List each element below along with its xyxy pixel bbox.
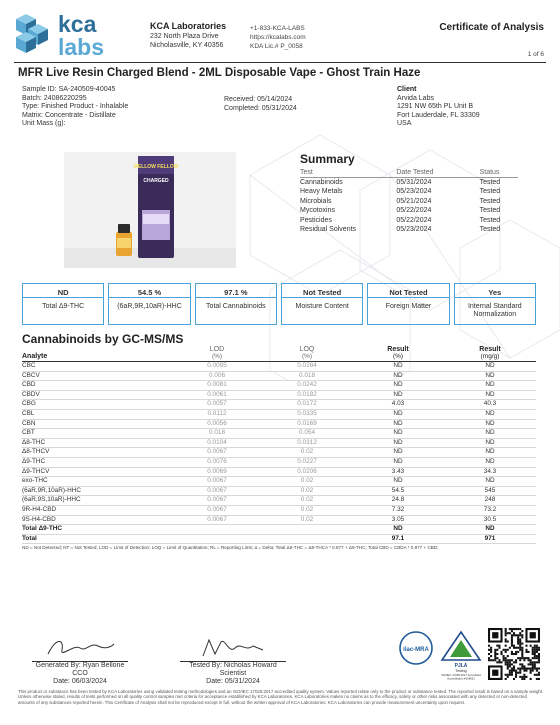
summary-status: Tested: [479, 179, 501, 186]
result-percent: ND: [352, 477, 444, 487]
loq-value: 0.018: [262, 371, 352, 381]
cannabinoid-row: [22, 371, 536, 381]
kca-labs-logo: [14, 10, 134, 58]
result-percent: 4.03: [352, 400, 444, 410]
col-result-mg: Result (mg/g): [444, 346, 536, 362]
summary-col-date: Date Tested: [378, 169, 455, 178]
lod-value: 0.0069: [172, 467, 262, 477]
result-mg-per-g: ND: [444, 371, 536, 381]
summary-col-test: Test: [300, 169, 378, 178]
generated-by-date: Date: 06/03/2024: [53, 678, 107, 686]
summary-row: [300, 197, 518, 206]
client-info: [397, 86, 480, 129]
result-mg-per-g: 248: [444, 496, 536, 506]
sample-type: Type: Finished Product - Inhalable: [22, 103, 129, 111]
cannabinoid-row: [22, 362, 536, 372]
lod-value: [172, 525, 262, 535]
svg-text:ilac-MRA: ilac-MRA: [403, 647, 429, 653]
result-percent: 3.43: [352, 467, 444, 477]
highlight-value: Not Tested: [368, 284, 448, 298]
analyte-name: CBCV: [22, 371, 172, 381]
analyte-name: CBC: [22, 362, 172, 372]
lod-value: 0.0057: [172, 400, 262, 410]
col-loq: LOQ (%): [262, 346, 352, 362]
product-brand-text: MELLOW FELLOW: [133, 164, 179, 170]
summary-test-name: Heavy Metals: [300, 188, 343, 196]
analyte-name: 9R-H4-CBD: [22, 505, 172, 515]
result-percent: ND: [352, 409, 444, 419]
lod-value: 0.006: [172, 371, 262, 381]
svg-text:Accreditation #108651: Accreditation #108651: [447, 676, 475, 680]
analyte-name: (6aR,9S,10aR)-HHC: [22, 496, 172, 506]
summary-date-tested: 05/22/2024: [396, 216, 432, 224]
result-percent: ND: [352, 362, 444, 372]
highlight-label: Internal Standard Normalization: [467, 303, 522, 318]
result-percent: ND: [352, 419, 444, 429]
result-percent: ND: [352, 448, 444, 458]
cannabinoid-row: [22, 400, 536, 410]
summary-date-tested: 05/31/2024: [396, 179, 432, 186]
summary-status: Tested: [479, 188, 501, 196]
pjla-seal: [438, 630, 484, 680]
summary-row: [300, 225, 518, 234]
col-analyte: Analyte: [22, 346, 172, 362]
svg-text:Testing: Testing: [455, 669, 467, 673]
lod-value: 0.0095: [172, 362, 262, 372]
summary-status: Tested: [479, 207, 501, 215]
lod-value: 0.0067: [172, 515, 262, 525]
loq-value: 0.054: [262, 429, 352, 439]
lab-address-line1: 232 North Plaza Drive: [150, 33, 219, 40]
summary-status: Tested: [479, 216, 501, 224]
sample-unit-mass: Unit Mass (g):: [22, 120, 66, 128]
lod-value: 0.018: [172, 429, 262, 439]
result-percent: ND: [352, 381, 444, 391]
lod-value: [172, 534, 262, 544]
loq-value: 0.0284: [262, 362, 352, 372]
summary-test-name: Pesticides: [300, 216, 332, 224]
analyte-name: Δ8-THC: [22, 438, 172, 448]
lod-value: 0.0067: [172, 477, 262, 487]
client-name: Arvida Labs: [397, 94, 434, 102]
analyte-name: CBN: [22, 419, 172, 429]
highlight-hhc: [108, 283, 190, 325]
cannabinoid-row: [22, 496, 536, 506]
result-percent: 24.8: [352, 496, 444, 506]
loq-value: 0.0227: [262, 457, 352, 467]
lod-value: 0.0081: [172, 381, 262, 391]
cannabinoids-title: Cannabinoids by GC-MS/MS: [22, 332, 184, 346]
result-mg-per-g: 34.3: [444, 467, 536, 477]
date-received: Received: 05/14/2024: [224, 96, 293, 103]
summary-title: Summary: [300, 152, 355, 166]
cannabinoid-row: [22, 448, 536, 458]
summary-test-name: Mycotoxins: [300, 207, 336, 215]
summary-date-tested: 05/23/2024: [396, 226, 432, 234]
sample-matrix: Matrix: Concentrate - Distillate: [22, 111, 116, 119]
loq-value: 0.0242: [262, 381, 352, 391]
highlight-label: Foreign Matter: [385, 303, 432, 310]
date-completed: Completed: 05/31/2024: [224, 104, 297, 112]
result-percent: ND: [352, 390, 444, 400]
loq-value: 0.02: [262, 448, 352, 458]
loq-value: 0.02: [262, 486, 352, 496]
result-mg-per-g: ND: [444, 457, 536, 467]
tested-by-date: Date: 05/31/2024: [206, 678, 260, 686]
product-photo: [64, 152, 236, 268]
sample-id: Sample ID: SA-240509-40045: [22, 86, 116, 93]
client-city: Fort Lauderdale, FL 33309: [397, 111, 480, 119]
cannabinoids-footnote: ND = Not Detected; NT = Not Tested; LOD = Limit of Detection; LOQ = Limit of Quantitation; RL = Reporting Limit; Δ = Delta; Total Δ9-THC = Δ9-THCA * 0.877 + Δ9-THC; Total CBD = CBDA * 0.877 + CBD;: [22, 545, 439, 550]
page-number: 1 of 6: [527, 51, 544, 58]
signature-mark: [193, 636, 273, 660]
cannabinoid-row: [22, 457, 536, 467]
loq-value: 0.0335: [262, 409, 352, 419]
loq-value: 0.0172: [262, 400, 352, 410]
disclaimer: This product or substance has been tested by KCA Laboratories using validated testing methodologies and an ISO/IEC 17025:2017 accredited quality system. Values reported relate only to the product or substance tested. The reported result is based on a sample weight. Unless otherwise stated, results of tests performed on all quality control samples met criteria for acceptance established by KCA Laboratories. KCA Laboratories makes no claims as to the efficacy, safety or other risks associated with any detected or non-detected amounts of any substances reported herein. This Certificate of Analysis shall not be reproduced except in full, without the written approval of KCA Laboratories. KCA Laboratories can provide measurement uncertainty upon request.: [18, 689, 544, 705]
highlight-value: ND: [23, 284, 103, 298]
analyte-name: Total Δ9-THC: [22, 525, 172, 535]
cannabinoid-row: [22, 505, 536, 515]
client-country: USA: [397, 120, 412, 128]
summary-date-tested: 05/21/2024: [396, 197, 432, 205]
result-mg-per-g: ND: [444, 409, 536, 419]
lab-name: KCA Laboratories: [150, 21, 227, 31]
highlight-label: Total Δ9-THC: [42, 303, 85, 310]
product-line-text: CHARGED: [143, 178, 169, 184]
highlight-value: Not Tested: [282, 284, 362, 298]
cannabinoids-table: [22, 346, 536, 544]
lod-value: 0.0067: [172, 448, 262, 458]
cannabinoid-total-row: [22, 534, 536, 544]
cannabinoid-row: [22, 381, 536, 391]
result-percent: ND: [352, 429, 444, 439]
result-percent: ND: [352, 438, 444, 448]
cannabinoid-row: [22, 409, 536, 419]
analyte-name: (6aR,9R,10aR)-HHC: [22, 486, 172, 496]
lod-value: 0.0061: [172, 390, 262, 400]
sample-dates: [224, 96, 297, 113]
loq-value: 0.02: [262, 477, 352, 487]
summary-panel: [300, 152, 518, 234]
generated-by-role: CCO: [72, 670, 88, 678]
cannabinoid-row: [22, 429, 536, 439]
analyte-name: CBG: [22, 400, 172, 410]
result-mg-per-g: ND: [444, 429, 536, 439]
summary-row: [300, 216, 518, 225]
sample-batch: Batch: 24086220295: [22, 94, 87, 102]
lab-phone: +1-833-KCA-LABS: [250, 25, 305, 32]
summary-row: [300, 187, 518, 196]
cannabinoid-row: [22, 515, 536, 525]
signature-mark: [40, 636, 120, 660]
col-lod: LOD (%): [172, 346, 262, 362]
svg-text:ISO/IEC 17025:2017 Accredited: ISO/IEC 17025:2017 Accredited: [441, 673, 481, 677]
result-mg-per-g: 30.5: [444, 515, 536, 525]
loq-value: 0.02: [262, 505, 352, 515]
product-photo-illustration: [64, 152, 236, 268]
lod-value: 0.0112: [172, 409, 262, 419]
result-percent: ND: [352, 371, 444, 381]
summary-test-name: Cannabinoids: [300, 179, 343, 186]
loq-value: 0.0169: [262, 419, 352, 429]
svg-text:labs: labs: [58, 34, 105, 58]
tested-by-role: Scientist: [219, 670, 247, 678]
lab-address-line2: Nicholasville, KY 40356: [150, 42, 224, 49]
highlight-label: Moisture Content: [295, 303, 349, 310]
tested-by-name: Tested By: Nicholas Howard: [189, 662, 277, 669]
svg-text:kca: kca: [58, 11, 97, 37]
result-mg-per-g: ND: [444, 390, 536, 400]
ilac-mra-seal: [398, 630, 434, 670]
generated-by-name: Generated By: Ryan Bellone: [35, 662, 125, 669]
summary-row: [300, 178, 518, 188]
highlight-value: 97.1 %: [196, 284, 276, 298]
cannabinoid-row: [22, 467, 536, 477]
summary-date-tested: 05/22/2024: [396, 207, 432, 215]
loq-value: 0.0312: [262, 438, 352, 448]
cannabinoid-row: [22, 419, 536, 429]
highlight-label: (6aR,9R,10aR)-HHC: [117, 303, 182, 310]
highlight-value: 54.5 %: [109, 284, 189, 298]
cannabinoid-row: [22, 477, 536, 487]
lod-value: 0.0067: [172, 505, 262, 515]
sample-info: [22, 86, 128, 129]
result-mg-per-g: 73.2: [444, 505, 536, 515]
analyte-name: CBL: [22, 409, 172, 419]
result-mg-per-g: 545: [444, 486, 536, 496]
client-street: 1291 NW 65th PL Unit B: [397, 103, 474, 111]
result-mg-per-g: ND: [444, 362, 536, 372]
result-percent: ND: [352, 457, 444, 467]
cannabinoid-row: [22, 486, 536, 496]
highlight-moisture: [281, 283, 363, 325]
lod-value: 0.0056: [172, 419, 262, 429]
summary-row: [300, 206, 518, 215]
result-percent: 97.1: [352, 534, 444, 544]
lod-value: 0.0067: [172, 486, 262, 496]
verification-qr-code[interactable]: [488, 628, 540, 680]
col-result-pct: Result (%): [352, 346, 444, 362]
lab-license: KDA Lic.# P_0058: [250, 43, 303, 50]
result-mg-per-g: ND: [444, 381, 536, 391]
header-divider: [14, 62, 546, 63]
summary-header-row: [300, 169, 518, 178]
result-mg-per-g: ND: [444, 438, 536, 448]
client-heading: Client: [397, 86, 417, 93]
analyte-name: Δ9-THC: [22, 457, 172, 467]
signature-tested-by: [180, 636, 286, 687]
result-mg-per-g: ND: [444, 448, 536, 458]
cannabinoid-row: [22, 390, 536, 400]
loq-value: [262, 534, 352, 544]
svg-text:PJLA: PJLA: [454, 663, 468, 669]
lab-contact: [250, 24, 306, 51]
result-mg-per-g: ND: [444, 419, 536, 429]
analyte-name: CBD: [22, 381, 172, 391]
analyte-name: 9S-H4-CBD: [22, 515, 172, 525]
loq-value: 0.0206: [262, 467, 352, 477]
result-mg-per-g: ND: [444, 477, 536, 487]
summary-test-name: Microbials: [300, 197, 332, 205]
cannabinoid-row: [22, 438, 536, 448]
result-highlights: [22, 283, 536, 325]
loq-value: 0.02: [262, 496, 352, 506]
analyte-name: Δ8-THCV: [22, 448, 172, 458]
highlight-value: Yes: [455, 284, 535, 298]
result-mg-per-g: 971: [444, 534, 536, 544]
result-percent: 3.05: [352, 515, 444, 525]
result-mg-per-g: ND: [444, 525, 536, 535]
summary-date-tested: 05/23/2024: [396, 188, 432, 196]
result-mg-per-g: 40.3: [444, 400, 536, 410]
summary-status: Tested: [479, 197, 501, 205]
analyte-name: Δ9-THCV: [22, 467, 172, 477]
lab-website[interactable]: https://kcalabs.com: [250, 34, 306, 41]
result-percent: ND: [352, 525, 444, 535]
summary-col-status: Status: [456, 169, 518, 178]
signature-generated-by: [32, 636, 128, 687]
summary-table: [300, 169, 518, 234]
highlight-normalization: [454, 283, 536, 325]
highlight-foreign-matter: [367, 283, 449, 325]
loq-value: [262, 525, 352, 535]
highlight-label: Total Cannabinoids: [206, 303, 266, 310]
analyte-name: CBT: [22, 429, 172, 439]
loq-value: 0.0182: [262, 390, 352, 400]
cannabinoids-header-row: [22, 346, 536, 362]
loq-value: 0.02: [262, 515, 352, 525]
report-header: [0, 0, 560, 62]
document-title: Certificate of Analysis: [439, 22, 544, 33]
lod-value: 0.0104: [172, 438, 262, 448]
result-percent: 54.5: [352, 486, 444, 496]
summary-test-name: Residual Solvents: [300, 226, 357, 234]
summary-status: Tested: [479, 226, 501, 234]
cannabinoid-total-row: [22, 525, 536, 535]
highlight-total-cannabinoids: [195, 283, 277, 325]
analyte-name: exo-THC: [22, 477, 172, 487]
analyte-name: CBDV: [22, 390, 172, 400]
analyte-name: Total: [22, 534, 172, 544]
lod-value: 0.0067: [172, 496, 262, 506]
highlight-total-d9-thc: [22, 283, 104, 325]
product-title: MFR Live Resin Charged Blend - 2ML Disposable Vape - Ghost Train Haze: [18, 67, 421, 79]
lod-value: 0.0076: [172, 457, 262, 467]
lab-address: [150, 22, 226, 50]
result-percent: 7.32: [352, 505, 444, 515]
